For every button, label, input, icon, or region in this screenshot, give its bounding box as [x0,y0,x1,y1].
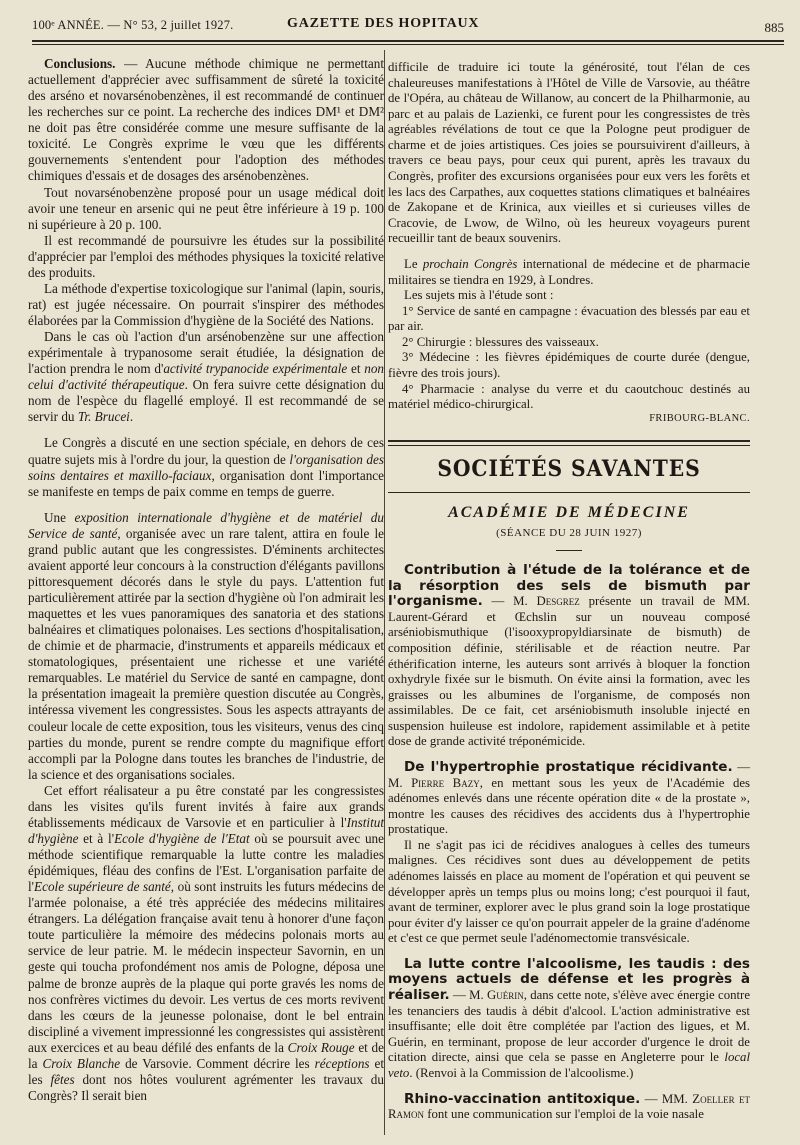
article-body: , en mettant sous les yeux de l'Académie des adénomes enlevés dans une récente opération dite « de la prostate », montre les causes des récidives des accidents dus à l'hypertrophie prostatique. [388,775,751,837]
session-date: (SÉANCE DU 28 JUIN 1927) [496,527,642,540]
article-author: — MM. Zoeller et Ramon [388,1091,750,1122]
text-run: Cet effort réalisateur a pu être constaté par les congressistes dans les visites qu'ils furent invités à faire aux grands établissements médicaux de Varsovie et en particulier à l' [28,782,384,830]
author-signature: FRIBOURG-BLANC. [649,412,750,424]
section-title-rule [388,492,750,493]
conclusions-lead: Conclusions. [44,56,116,71]
paragraph-next-congress [388,257,750,288]
text-run: et les [28,1055,384,1087]
academy-title: ACADÉMIE DE MÉDECINE [448,503,690,521]
italic-run: Ecole d'hygiène de l'Etat [114,830,250,846]
italic-run: non celui d'activité thérapeutique [28,361,384,393]
text-run: . [129,409,134,425]
article-heading: Rhino-vaccination antitoxique. [404,1090,641,1107]
article-alcoholism [388,957,750,1082]
article-heading: La lutte contre l'alcoolisme, les taudis : des moyens actuels de défense et les progrès à réaliser. [388,955,750,1004]
italic-run: Ecole supérieure de santé [34,879,171,895]
text-run: international de médecine et de pharmacie militaires se tiendra en 1929, à Londres. [388,256,750,287]
paragraph-dental-section [28,435,384,499]
conclusions-text: — Aucune méthode chimique ne permettant actuellement d'apprécier avec suffisamment de sûreté la toxicité des arséno et novarsénobenzènes, il est recommandé de continuer les recherches sur ce point. La recherche des indices DM¹ et DM² ne doit pas être considérée comme une mesure suffisante de la toxicité. Le Congrès exprime le vœu que les différents gouvernements s'entendent pour l'adoption des méthodes chimiques d'essais et de dosages des arsénobenzènes. [28,56,384,184]
left-column [28,56,384,1104]
text-run: Le Congrès a discuté en une section spéciale, en dehors de ces quatre sujets mis à l'ordre du jour, la question de [28,435,384,467]
header-rule [32,40,784,42]
list-item: 3° Médecine : les fièvres épidémiques de courte durée (dengue, fièvre des trois jours). [388,350,750,380]
issue-info: 100ᵉ ANNÉE. — N° 53, 2 juillet 1927. [32,18,234,32]
italic-run: prochain Congrès [422,256,518,271]
text-run: et à l' [78,830,115,846]
text-run: où se poursuit avec une méthode scientifique remarquable la lutte contre les maladies épidémiques, fléau des confins de l'Est. L'organisation parfaite de l' [28,830,384,895]
list-item: 4° Pharmacie : analyse du verre et du caoutchouc destinés au matériel médico-chirurgical. [388,381,750,412]
article-author: — M. Desgrez [482,594,580,609]
text-run: Une [44,509,75,525]
paragraph-receptions: difficile de traduire ici toute la générosité, tout l'élan de ces chaleureuses manifestations à l'Hôtel de Ville de Varsovie, au théâtre de l'Opéra, au château de Willanow, au concert de la Philharmonie, au parc et au palais de Lazienki, ce furent pour les congressistes de très agréables révélations de tout ce que la Pologne peut prodiguer de charme et de joies artistiques. Ces joies se poursuivirent d'ailleurs, à travers ce beau pays, pour ceux qui purent, après les travaux du Congrès, profiter des excursions organisées pour eux vers les forêts et les lacs des Carpathes, aux coquettes stations climatiques et balnéaires de Zakopane et de Krinica, aux vieilles et si curieuses villes de Cracovie, de Lwow, de Wilno, où les heureux voyageurs purent recueillir tant de beaux souvenirs. [388,60,750,246]
text-run: et de la [28,1039,385,1071]
italic-run: Croix Blanche [42,1055,121,1071]
article-body: . (Renvoi à la Commission de l'alcoolisme.) [409,1065,634,1080]
text-run: Le [404,256,423,271]
text-run: et [347,361,365,377]
short-rule [556,550,582,551]
italic-run: Tr. Brucei [77,409,130,425]
text-run: . On fera suivre cette désignation du nom de l'espèce du flagellé employé. Il est recommandé de se servir du [28,377,384,425]
text-run: , où sont instruits les futurs médecins de l'armée polonaise, a été très appréciée des médecins militaires étrangers. La délégation française avait tenu à honorer d'une façon toute particulière la mémoire des médecins polonais morts au service de leur patrie. M. le médecin inspecteur Savornin, en un geste qui toucha profondément nos amis de Pologne, déposa une palme de bronze auprès de la plaque qui porte gravés les noms de nos confrères victimes du devoir. Les vertus de ces morts revivent dans les cœurs de la jeunesse polonaise, dont le bel entrain discipliné a vivement impressionné les congressistes qui assistèrent aux exercices et au beau défilé des enfants de la [28,879,384,1055]
article-bismuth [388,563,750,750]
spacer [388,247,750,257]
list-item: 1° Service de santé en campagne : évacuation des blessés par eau et par air. [388,303,750,334]
spacer [28,425,384,435]
paragraph-subjects: Les sujets mis à l'étude sont : [404,288,554,303]
italic-run: fêtes [50,1071,75,1087]
article-body: , dans cette note, s'élève avec énergie contre les tenanciers des taudis à débit d'alcool. L'action administrative est insuffisante; elle doit être complétée par l'action des ligues, et M. Guérin, en terminant, propose de leur accorder d'urgence le droit de citation directe, ainsi que cela se passe en Angleterre pour le [388,988,751,1065]
section-title: SOCIÉTÉS SAVANTES [437,456,701,483]
paragraph-arsenic-content: Tout novarsénobenzène proposé pour un usage médical doit avoir une teneur en arsenic qui ne peut être inférieure à 19 p. 100 ni supérieure à 20 p. 100. [28,184,384,232]
paragraph-exposition [28,510,384,783]
spacer [28,500,384,510]
article-prostate-continued: Il ne s'agit pas ici de récidives analogues à celles des tumeurs malignes. Ces récidives sont dues au développement de petits adénomes laissés en place au moment de l'opération et qui peuvent se développer après un temps plus ou moins long; c'est pourquoi il faut, avant de terminer, explorer avec le plus grand soin la loge prostatique pour éviter d'y laisser ce qu'on pourrait appeler de la graine d'adénome et c'est ce que permet seule l'adénomectomie transvésicale. [388,837,750,946]
page-number: 885 [764,20,784,35]
article-author: — M. Guérin [449,988,524,1003]
italic-run: réceptions [314,1055,370,1071]
paragraph-physical-methods: Il est recommandé de poursuivre les études sur la possibilité d'apprécier par l'emploi des méthodes physiques la toxicité relative des produits. [28,232,384,280]
paragraph-visits [28,783,384,1104]
column-divider [384,50,385,1135]
header-rule-thin [32,44,784,45]
text-run: , organisation dont l'importance se manifeste en temps de paix comme en temps de guerre. [28,467,384,499]
text-run: Dans le cas où l'action d'un arsénobenzène sur une affection expérimentale à trypanosome serait étudiée, la désignation de l'action prendra le nom d' [28,329,384,377]
italic-run: exposition internationale d'hygiène et de matériel du Service de santé [28,509,384,541]
list-item: 2° Chirurgie : blessures des vaisseaux. [402,334,599,349]
section-rule-thin [388,445,750,446]
text-run: de Varsovie. Comment décrire les [120,1055,315,1071]
paragraph-trypanocide [28,329,384,425]
italic-run: local veto [388,1050,750,1080]
italic-run: Croix Rouge [287,1039,355,1055]
article-rhino-vaccination [388,1092,750,1123]
italic-run: l'organisation des soins dentaires et maxillo-faciaux [28,451,384,483]
article-author: — M. Pierre Bazy [388,759,750,790]
article-body: font une communication sur l'emploi de la voie nasale [424,1107,704,1122]
page-header [32,14,784,38]
right-column [388,60,750,1123]
italic-run: Institut d'hygiène [28,814,384,846]
article-body: présente un travail de MM. Laurent-Gérard et Œchslin sur un nouveau composé arséniobismuthique (l'isooxypropyldiarsinate de bismuth) de composition définie, stérilisable et de réaction neutre. Par éthérification interne, les auteurs sont arrivés à bloquer la fonction oxhydryle fixée sur le bismuth. On évite ainsi la formation, avec les graisses ou les albumines de l'organisme, de composés non assimilables. De ce fait, cet arséniobismuth insoluble injecté en suspension huileuse est indolore, rapidement assimilable et à petite dose de grande activité tréponémicide. [388,594,750,749]
italic-run: activité trypanocide expérimentale [163,361,348,377]
article-heading: De l'hypertrophie prostatique récidivante. [404,758,733,775]
article-heading: Contribution à l'étude de la tolérance et de la résorption des sels de bismuth par l'organisme. [388,562,750,610]
paragraph-toxicology: La méthode d'expertise toxicologique sur l'animal (lapin, souris, rat) est jugée nécessaire. On pourrait s'inspirer des méthodes élaborées par la Commission d'hygiène de la Société des Nations. [28,280,384,328]
section-rule [388,440,750,442]
paragraph-conclusions [28,56,384,185]
text-run: dont nos hôtes voulurent agrémenter les travaux du Congrès? Il serait bien [28,1071,384,1103]
article-prostate [388,760,750,838]
journal-title: GAZETTE DES HOPITAUX [287,16,480,31]
text-run: , organisée avec un rare talent, attira en foule le grand public autant que les congressistes. D'éminents architectes avaient apporté leur concours à la construction d'élégants pavillons pittoresquement décorés dans le style du pays. L'attention fut particulièrement attirée par la section d'hygiène où l'on admirait les maquettes et les vues panoramiques des sanatoria et des stations balnéaires et climatiques polonaises. Les sections d'hospitalisation, de chimie et de pharmacie, d'instruments et appareils médicaux et stomatologiques, présentaient une richesse et une variété remarquables. Le matériel du Service de santé en campagne, dont la présentation imageait la première question discutée au Congrès, intéressa vivement les congressistes. Sous les aspects attrayants de couleur locale de cette exposition, tous les visiteurs, venus des cinq parties du monde, purent se rendre compte du magnifique effort accompli par la Pologne dans toutes les branches de l'industrie, de la science et des organisations sociales. [28,525,384,782]
